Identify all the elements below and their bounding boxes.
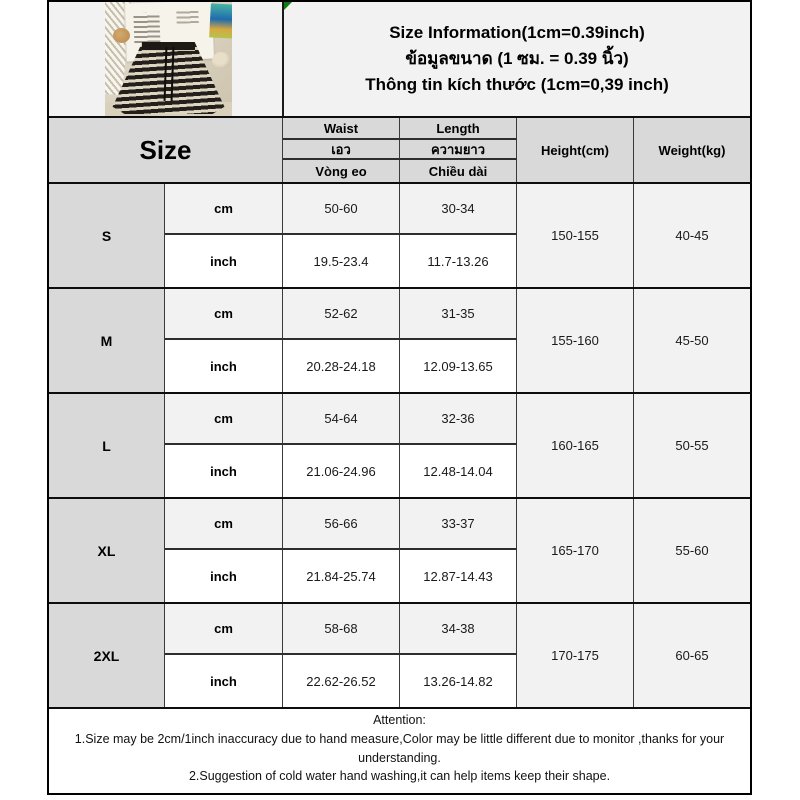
table-row	[49, 604, 750, 709]
waist-cm-value: 56-66	[283, 499, 400, 550]
size-column-header: Size	[49, 118, 283, 182]
waist-cm-value: 50-60	[283, 184, 400, 235]
length-cm-value: 33-37	[400, 499, 517, 550]
length-header-vi: Chiều dài	[400, 160, 517, 182]
length-cm-value: 32-36	[400, 394, 517, 445]
top-section	[49, 2, 750, 118]
skirt-drawstring	[163, 47, 174, 101]
length-cm-value: 30-34	[400, 184, 517, 235]
wood-disc-prop	[113, 28, 130, 43]
product-photo	[105, 2, 232, 116]
waist-cm-value: 58-68	[283, 604, 400, 655]
length-inch-value: 11.7-13.26	[400, 235, 517, 287]
waist-header-vi: Vòng eo	[283, 160, 400, 182]
weight-value: 40-45	[634, 184, 750, 287]
size-label: L	[49, 394, 165, 497]
unit-inch-label: inch	[165, 235, 283, 287]
weight-value: 60-65	[634, 604, 750, 707]
waist-inch-value: 19.5-23.4	[283, 235, 400, 287]
cream-ball-prop	[212, 52, 231, 69]
size-label: S	[49, 184, 165, 287]
unit-inch-label: inch	[165, 550, 283, 602]
length-cm-value: 31-35	[400, 289, 517, 340]
length-inch-value: 13.26-14.82	[400, 655, 517, 707]
height-column-header: Height(cm)	[517, 118, 634, 182]
weight-value: 50-55	[634, 394, 750, 497]
unit-inch-label: inch	[165, 445, 283, 497]
unit-cm-label: cm	[165, 499, 283, 550]
attention-line-2: 2.Suggestion of cold water hand washing,it can help items keep their shape.	[188, 769, 611, 784]
waist-header-th: เอว	[283, 140, 400, 160]
unit-cm-label: cm	[165, 394, 283, 445]
length-header-th: ความยาว	[400, 140, 517, 160]
waist-inch-value: 21.06-24.96	[283, 445, 400, 497]
title-vietnamese: Thông tin kích thước (1cm=0,39 inch)	[365, 75, 669, 94]
table-row	[49, 289, 750, 394]
height-value: 165-170	[517, 499, 634, 602]
length-inch-value: 12.09-13.65	[400, 340, 517, 392]
unit-cm-label: cm	[165, 604, 283, 655]
size-label: XL	[49, 499, 165, 602]
table-header	[49, 118, 750, 184]
title-thai: ข้อมูลขนาด (1 ซม. = 0.39 นิ้ว)	[405, 49, 629, 68]
product-photo-cell	[49, 2, 284, 116]
height-value: 155-160	[517, 289, 634, 392]
size-chart-sheet	[47, 0, 752, 795]
waist-header-en: Waist	[283, 118, 400, 140]
length-cm-value: 34-38	[400, 604, 517, 655]
title-cell	[284, 2, 750, 116]
length-inch-value: 12.87-14.43	[400, 550, 517, 602]
size-label: 2XL	[49, 604, 165, 707]
length-header-en: Length	[400, 118, 517, 140]
waist-inch-value: 21.84-25.74	[283, 550, 400, 602]
color-card-prop	[209, 3, 232, 38]
waist-cm-value: 52-62	[283, 289, 400, 340]
height-value: 170-175	[517, 604, 634, 707]
height-value: 150-155	[517, 184, 634, 287]
green-corner-marker-icon	[284, 2, 292, 10]
unit-cm-label: cm	[165, 184, 283, 235]
size-label: M	[49, 289, 165, 392]
weight-value: 55-60	[634, 499, 750, 602]
weight-value: 45-50	[634, 289, 750, 392]
title-english: Size Information(1cm=0.39inch)	[389, 23, 645, 42]
weight-column-header: Weight(kg)	[634, 118, 750, 182]
waist-inch-value: 22.62-26.52	[283, 655, 400, 707]
table-row	[49, 394, 750, 499]
attention-line-1: 1.Size may be 2cm/1inch inaccuracy due to hand measure,Color may be little different due to monitor ,thanks for your understanding.	[74, 731, 725, 765]
table-row	[49, 499, 750, 604]
waist-inch-value: 20.28-24.18	[283, 340, 400, 392]
unit-inch-label: inch	[165, 655, 283, 707]
unit-inch-label: inch	[165, 340, 283, 392]
height-value: 160-165	[517, 394, 634, 497]
attention-note	[49, 709, 750, 793]
unit-cm-label: cm	[165, 289, 283, 340]
attention-title: Attention:	[373, 713, 426, 727]
length-inch-value: 12.48-14.04	[400, 445, 517, 497]
table-row	[49, 184, 750, 289]
waist-cm-value: 54-64	[283, 394, 400, 445]
